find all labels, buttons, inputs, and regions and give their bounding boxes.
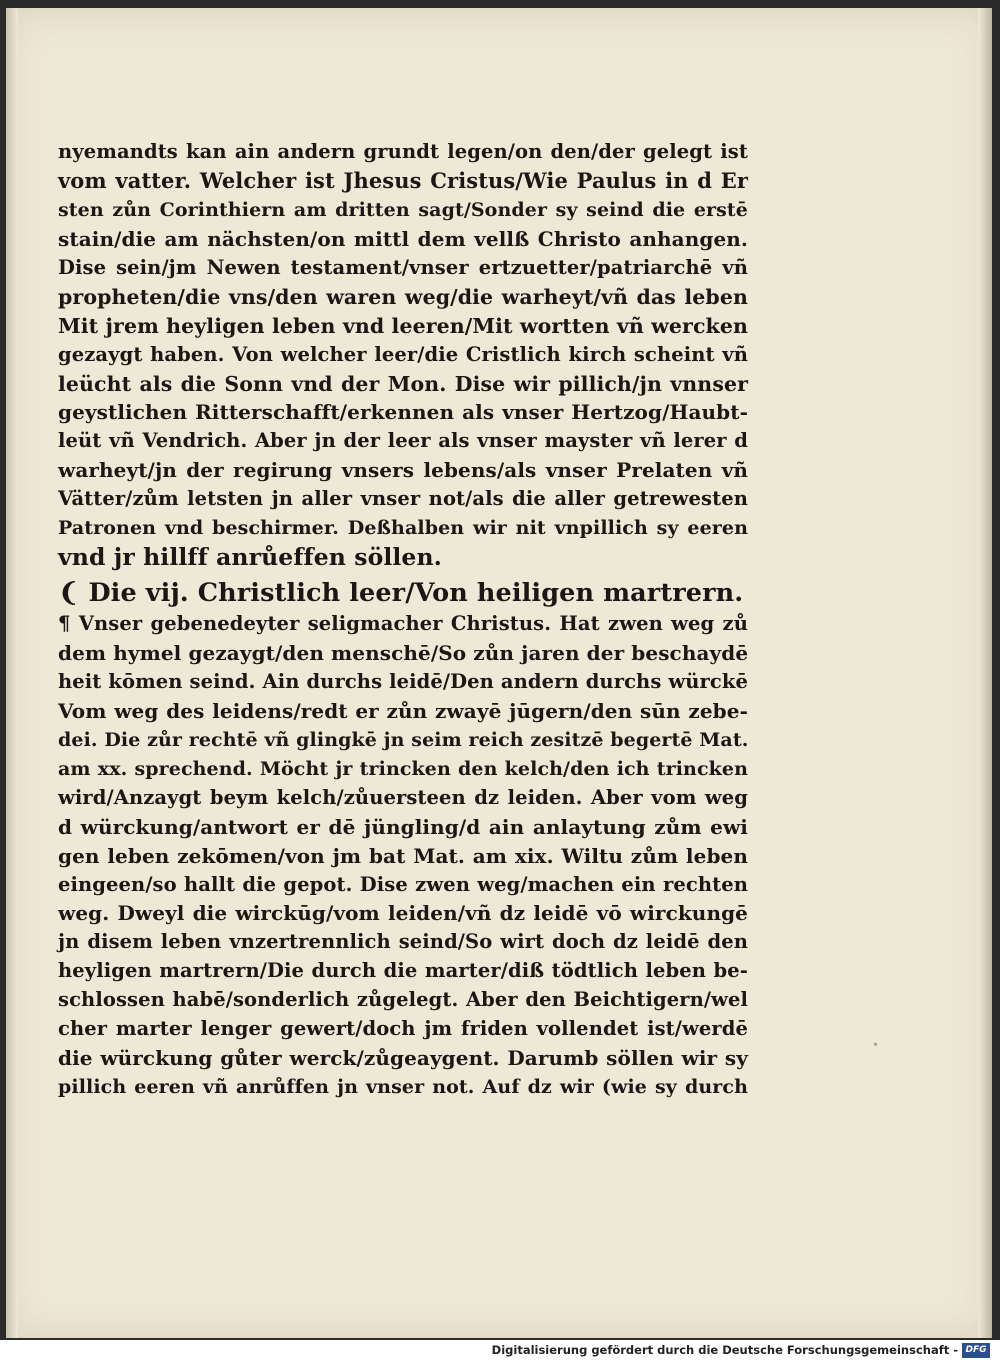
section-heading: ❨ Die vij. Christlich leer/Von heiligen martrern. xyxy=(58,578,744,609)
text-line: Mit jrem heyligen leben vnd leeren/Mit wortten vñ wercken xyxy=(58,313,748,338)
text-line: heit kōmen seind. Ain durchs leidē/Den andern durchs würckē xyxy=(58,669,748,693)
text-block xyxy=(58,138,748,1102)
text-line: Dise sein/jm Newen testament/vnser ertzuetter/patriarchē vñ xyxy=(58,255,748,279)
text-line: warheyt/jn der regirung vnsers lebens/als vnser Prelaten vñ xyxy=(58,458,748,483)
text-line: pillich eeren vñ anrůffen jn vnser not. Auf dz wir (wie sy durch xyxy=(58,1076,748,1099)
page-speck: • xyxy=(872,1038,880,1052)
text-line: nyemandts kan ain andern grundt legen/on den/der gelegt ist xyxy=(58,140,748,163)
text-line: propheten/die vns/den waren weg/die warheyt/vñ das leben xyxy=(58,284,748,309)
text-line: vnd jr hillff anrůeffen söllen. xyxy=(58,543,442,572)
text-line: geystlichen Ritterschafft/erkennen als vnser Hertzog/Haubt- xyxy=(58,400,748,425)
text-line: vom vatter. Welcher ist Jhesus Cristus/Wie Paulus in d Er xyxy=(58,167,748,193)
text-line: eingeen/so hallt die gepot. Dise zwen weg/machen ein rechten xyxy=(58,872,748,896)
text-line: leüt vñ Vendrich. Aber jn der leer als vnser mayster vñ lerer d xyxy=(58,429,748,453)
footer-bar xyxy=(0,1340,1000,1362)
text-line: wird/Anzaygt beym kelch/zůuersteen dz leiden. Aber vom weg xyxy=(58,785,748,809)
text-line: dei. Die zůr rechtē vñ glingkē jn seim reich zesitzē begertē Mat. xyxy=(58,728,749,751)
text-line: weg. Dweyl die wirckūg/vom leiden/vñ dz leidē vō wirckungē xyxy=(58,901,748,926)
text-line: schlossen habē/sonderlich zůgelegt. Aber den Beichtigern/wel xyxy=(58,988,748,1012)
text-line: die würckung gůter werck/zůgeaygent. Darumb söllen wir sy xyxy=(58,1046,748,1071)
text-line: Vätter/zům letsten jn aller vnser not/als die aller getrewesten xyxy=(58,487,748,511)
text-line: am xx. sprechend. Möcht jr trincken den kelch/den ich trincken xyxy=(58,757,748,780)
text-line: sten zůn Corinthiern am dritten sagt/Sonder sy seind die erstē xyxy=(58,198,748,221)
dfg-logo-icon: DFG xyxy=(962,1343,990,1358)
text-line: Patronen vnd beschirmer. Deßhalben wir nit vnpillich sy eeren xyxy=(58,517,748,540)
text-line: cher marter lenger gewert/doch jm friden vollendet ist/werdē xyxy=(58,1017,748,1041)
text-line: ¶ Vnser gebenedeyter seligmacher Christus. Hat zwen weg zů xyxy=(58,612,748,636)
footer-credit: Digitalisierung gefördert durch die Deutsche Forschungsgemeinschaft - xyxy=(491,1343,958,1357)
text-line: jn disem leben vnzertrennlich seind/So wirt doch dz leidē den xyxy=(58,930,748,954)
text-line: leücht als die Sonn vnd der Mon. Dise wir pillich/jn vnnser xyxy=(58,371,748,396)
text-line: gen leben zekōmen/von jm bat Mat. am xix. Wiltu zům leben xyxy=(58,843,748,868)
scanned-page xyxy=(6,8,992,1338)
text-line: d würckung/antwort er dē jüngling/d ain anlaytung zům ewi xyxy=(58,814,748,839)
text-line: dem hymel gezaygt/den menschē/So zůn jaren der beschaydē xyxy=(58,641,749,665)
text-line: gezaygt haben. Von welcher leer/die Cristlich kirch scheint vñ xyxy=(58,342,748,366)
text-line: Vom weg des leidens/redt er zůn zwayē jūgern/den sūn zebe- xyxy=(58,698,748,723)
text-line: heyligen martrern/Die durch die marter/diß tödtlich leben be- xyxy=(58,959,748,983)
text-line: stain/die am nächsten/on mittl dem vellß Christo anhangen. xyxy=(58,226,748,251)
